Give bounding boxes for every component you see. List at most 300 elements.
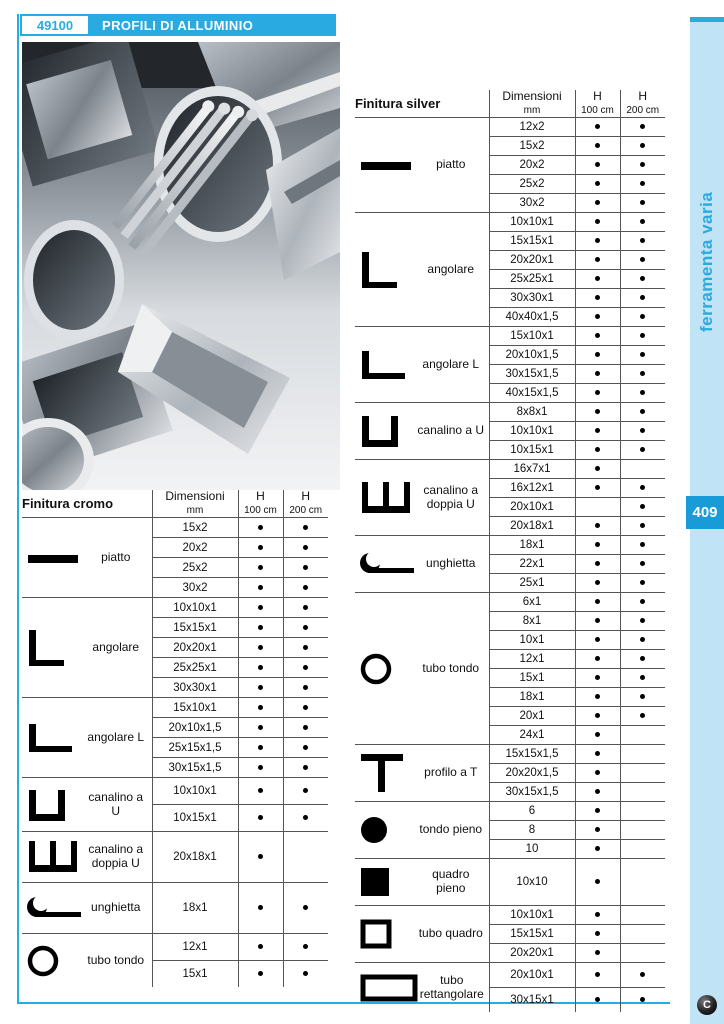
dimension-cell: 30x15x1,5 [489,365,575,384]
profile-label-cell [22,883,152,934]
availability-dot [595,808,600,813]
h100-cell [575,346,620,365]
dimension-cell: 10x10x1 [489,906,575,925]
table-row [355,963,665,988]
dimension-cell: 8x8x1 [489,403,575,422]
finitura-silver-grid [355,90,665,1012]
h200-cell [620,802,665,821]
table-row [22,883,328,934]
h200-cell [283,934,328,961]
h100-cell [238,805,283,832]
h200-cell [620,669,665,688]
canalino-u-icon [26,788,68,822]
availability-dot [303,625,308,630]
dimension-cell: 15x1 [152,961,238,988]
availability-dot [258,685,263,690]
dimension-cell: 15x15x1 [152,618,238,638]
availability-dot [303,565,308,570]
h100-cell [238,618,283,638]
availability-dot [595,997,600,1002]
h100-cell [575,498,620,517]
availability-dot [595,428,600,433]
availability-dot [595,599,600,604]
availability-dot [595,789,600,794]
dimension-cell: 16x7x1 [489,460,575,479]
availability-dot [640,713,645,718]
dimension-cell: 25x25x1 [489,270,575,289]
h200-cell [620,403,665,422]
profile-label-cell [355,213,489,327]
h200-cell [620,925,665,944]
h200-cell [620,650,665,669]
availability-dot [640,276,645,281]
h200-cell [283,578,328,598]
availability-dot [595,314,600,319]
table-row [355,859,665,906]
availability-dot [258,971,263,976]
h100-cell [575,631,620,650]
profile-name: canalino a U [88,789,144,818]
table-row [22,698,328,718]
availability-dot [303,765,308,770]
h100-cell [238,832,283,883]
availability-dot [640,409,645,414]
h200-cell [283,678,328,698]
availability-dot [258,745,263,750]
table-row [355,593,665,612]
column-header-dimensioni: Dimensioni mm [152,490,238,518]
availability-dot [303,971,308,976]
tubo-quadro-icon [359,918,393,950]
availability-dot [595,694,600,699]
availability-dot [258,815,263,820]
availability-dot [303,545,308,550]
left-frame-line [17,14,19,1004]
dimension-cell: 20x2 [152,538,238,558]
dimension-cell: 15x2 [152,518,238,538]
dimension-cell: 18x1 [489,536,575,555]
finitura-cromo-table [22,490,328,987]
h200-cell [283,638,328,658]
availability-dot [595,200,600,205]
table-row [355,460,665,479]
availability-dot [258,854,263,859]
tubo-rettangolare-icon [359,973,419,1003]
table-row [22,832,328,883]
h100-cell [575,327,620,346]
profile-name: piatto [436,157,466,172]
h200-cell [620,327,665,346]
profile-name: angolare L [422,356,480,371]
h100-cell [238,961,283,988]
availability-dot [258,645,263,650]
dimension-cell: 10x10x1 [489,213,575,232]
quadro-pieno-icon [359,866,391,898]
h100-cell [575,859,620,906]
h100-cell [238,758,283,778]
availability-dot [595,238,600,243]
h100-cell [575,726,620,745]
h100-cell [238,578,283,598]
h200-cell [620,612,665,631]
dimension-cell: 10x10x1 [489,422,575,441]
table-row [22,598,328,618]
table-title: Finitura cromo [22,490,152,518]
h100-cell [575,460,620,479]
availability-dot [595,409,600,414]
profile-name: angolare L [87,729,145,744]
angolare-icon [26,628,66,668]
availability-dot [640,656,645,661]
dimension-cell: 10x10x1 [152,598,238,618]
availability-dot [303,944,308,949]
availability-dot [258,585,263,590]
h200-cell [620,555,665,574]
column-header-h100: H 100 cm [575,90,620,118]
availability-dot [595,912,600,917]
availability-dot [595,931,600,936]
profile-name: angolare [427,261,475,276]
dimension-cell: 8x1 [489,612,575,631]
h200-cell [620,821,665,840]
availability-dot [640,485,645,490]
h100-cell [238,718,283,738]
availability-dot [595,950,600,955]
h200-cell [620,840,665,859]
availability-dot [640,618,645,623]
dimension-cell: 25x1 [489,574,575,593]
availability-dot [595,561,600,566]
dimension-cell: 10 [489,840,575,859]
availability-dot [640,333,645,338]
finitura-cromo-grid [22,490,328,987]
h200-cell [620,707,665,726]
h200-cell [620,726,665,745]
h200-cell [620,213,665,232]
tubo-tondo-icon [26,944,60,978]
profile-label-cell [355,745,489,802]
table-row [22,778,328,805]
h100-cell [238,598,283,618]
availability-dot [303,645,308,650]
availability-dot [640,599,645,604]
h100-cell [575,555,620,574]
h100-cell [575,270,620,289]
column-header-h200: H 200 cm [283,490,328,518]
h200-cell [620,156,665,175]
dimension-cell: 20x20x1 [152,638,238,658]
availability-dot [640,523,645,528]
availability-dot [595,276,600,281]
h100-cell [575,906,620,925]
table-header-row [355,90,665,118]
profile-name: tubo tondo [422,660,480,675]
h200-cell [283,883,328,934]
availability-dot [258,525,263,530]
h200-cell [620,270,665,289]
h100-cell [575,156,620,175]
availability-dot [595,352,600,357]
profile-label-cell [22,832,152,883]
availability-dot [640,504,645,509]
h100-cell [575,308,620,327]
sidebar-top-cap [690,17,724,22]
availability-dot [303,685,308,690]
h100-cell [238,678,283,698]
availability-dot [595,846,600,851]
profile-name: canalino a doppia U [88,842,144,870]
availability-dot [595,257,600,262]
availability-dot [258,788,263,793]
h100-cell [575,441,620,460]
h100-cell [575,650,620,669]
h200-cell [620,308,665,327]
dimension-cell: 15x10x1 [152,698,238,718]
h100-cell [575,612,620,631]
availability-dot [595,333,600,338]
h200-cell [620,498,665,517]
h200-cell [620,764,665,783]
availability-dot [258,905,263,910]
availability-dot [640,997,645,1002]
h100-cell [575,403,620,422]
h100-cell [575,175,620,194]
profile-name: tubo rettangolare [419,972,484,1001]
h100-cell [238,518,283,538]
publisher-logo-icon: C [697,995,717,1015]
h200-cell [620,384,665,403]
dimension-cell: 15x2 [489,137,575,156]
h100-cell [575,251,620,270]
h100-cell [238,934,283,961]
availability-dot [595,219,600,224]
unghietta-icon [26,894,84,922]
h100-cell [238,638,283,658]
h200-cell [620,251,665,270]
availability-dot [595,447,600,452]
dimension-cell: 16x12x1 [489,479,575,498]
h100-cell [575,745,620,764]
column-header-h100: H 100 cm [238,490,283,518]
availability-dot [595,124,600,129]
table-row [355,802,665,821]
dimension-cell: 25x2 [489,175,575,194]
h100-cell [575,707,620,726]
profilo-t-icon [359,752,405,794]
table-row [355,118,665,137]
angolare-l-icon [26,722,74,754]
h200-cell [620,783,665,802]
availability-dot [640,200,645,205]
dimension-cell: 20x20x1 [489,944,575,963]
dimension-cell: 12x1 [152,934,238,961]
profile-name: tubo tondo [87,952,145,967]
dimension-cell: 30x2 [489,194,575,213]
availability-dot [595,618,600,623]
dimension-cell: 6x1 [489,593,575,612]
dimension-cell: 12x1 [489,650,575,669]
h200-cell [283,832,328,883]
h100-cell [575,821,620,840]
dimension-cell: 20x18x1 [489,517,575,536]
availability-dot [595,390,600,395]
h200-cell [283,778,328,805]
availability-dot [258,545,263,550]
h200-cell [620,688,665,707]
profile-label-cell [355,906,489,963]
availability-dot [595,827,600,832]
table-row [355,906,665,925]
dimension-cell: 10x10x1 [152,778,238,805]
h200-cell [620,422,665,441]
dimension-cell: 40x40x1,5 [489,308,575,327]
h200-cell [283,805,328,832]
h200-cell [283,558,328,578]
dimension-cell: 30x2 [152,578,238,598]
availability-dot [595,770,600,775]
dimension-cell: 40x15x1,5 [489,384,575,403]
availability-dot [595,466,600,471]
availability-dot [303,665,308,670]
dimension-cell: 10x15x1 [489,441,575,460]
h100-cell [575,384,620,403]
availability-dot [595,371,600,376]
availability-dot [595,162,600,167]
h200-cell [620,289,665,308]
h100-cell [575,289,620,308]
h100-cell [575,840,620,859]
h200-cell [620,175,665,194]
h100-cell [238,698,283,718]
availability-dot [640,637,645,642]
h100-cell [238,738,283,758]
h100-cell [575,517,620,536]
dimension-cell: 20x20x1 [489,251,575,270]
h200-cell [283,698,328,718]
tubo-tondo-icon [359,652,393,686]
availability-dot [595,637,600,642]
table-row [22,934,328,961]
profile-name: tondo pieno [419,822,483,837]
profile-label-cell [355,327,489,403]
availability-dot [258,944,263,949]
h200-cell [620,460,665,479]
article-code: 49100 [36,17,74,33]
availability-dot [640,257,645,262]
h200-cell [283,738,328,758]
h200-cell [283,538,328,558]
table-title: Finitura silver [355,90,489,118]
dimension-cell: 30x15x1,5 [489,783,575,802]
h200-cell [283,518,328,538]
dimension-cell: 30x30x1 [489,289,575,308]
dimension-cell: 8 [489,821,575,840]
profile-name: piatto [101,549,131,564]
column-header-h200: H 200 cm [620,90,665,118]
h200-cell [620,536,665,555]
dimension-cell: 30x30x1 [152,678,238,698]
h200-cell [620,906,665,925]
dimension-cell: 20x1 [489,707,575,726]
h100-cell [575,764,620,783]
availability-dot [258,665,263,670]
h200-cell [620,859,665,906]
h100-cell [575,213,620,232]
dimension-cell: 30x15x1 [489,988,575,1013]
availability-dot [595,181,600,186]
dimension-cell: 10x1 [489,631,575,650]
dimension-cell: 22x1 [489,555,575,574]
h200-cell [620,631,665,650]
dimension-cell: 15x15x1 [489,232,575,251]
h200-cell [620,944,665,963]
h100-cell [575,536,620,555]
profile-label-cell [22,698,152,778]
h100-cell [575,137,620,156]
h100-cell [575,365,620,384]
availability-dot [595,485,600,490]
availability-dot [258,625,263,630]
dimension-cell: 25x15x1,5 [152,738,238,758]
profile-name: canalino a doppia U [423,482,479,511]
h100-cell [575,194,620,213]
availability-dot [258,765,263,770]
table-row [355,403,665,422]
profile-label-cell [22,778,152,832]
dimension-cell: 20x10x1,5 [152,718,238,738]
angolare-l-icon [359,349,407,381]
h200-cell [283,718,328,738]
profile-name: profilo a T [424,765,478,780]
dimension-cell: 20x2 [489,156,575,175]
h100-cell [575,963,620,988]
dimension-cell: 6 [489,802,575,821]
h200-cell [620,118,665,137]
dimension-cell: 20x10x1,5 [489,346,575,365]
availability-dot [640,542,645,547]
availability-dot [640,352,645,357]
availability-dot [595,972,600,977]
profile-label-cell [355,802,489,859]
dimension-cell: 18x1 [489,688,575,707]
piatto-icon [26,545,82,571]
dimension-cell: 15x15x1,5 [489,745,575,764]
h100-cell [238,883,283,934]
profile-name: unghietta [91,900,141,915]
h100-cell [575,574,620,593]
profile-label-cell [22,518,152,598]
h200-cell [620,479,665,498]
availability-dot [595,751,600,756]
h200-cell [620,593,665,612]
profile-label-cell [355,118,489,213]
h200-cell [620,441,665,460]
profile-name: angolare [92,639,140,654]
angolare-icon [359,250,399,290]
availability-dot [640,972,645,977]
profile-name: canalino a U [417,423,485,438]
h100-cell [238,658,283,678]
h100-cell [575,988,620,1013]
availability-dot [303,745,308,750]
availability-dot [595,675,600,680]
sidebar-band [690,17,724,1024]
h100-cell [575,783,620,802]
availability-dot [640,124,645,129]
h100-cell [238,558,283,578]
tondo-pieno-icon [359,815,389,845]
table-header-row [22,490,328,518]
